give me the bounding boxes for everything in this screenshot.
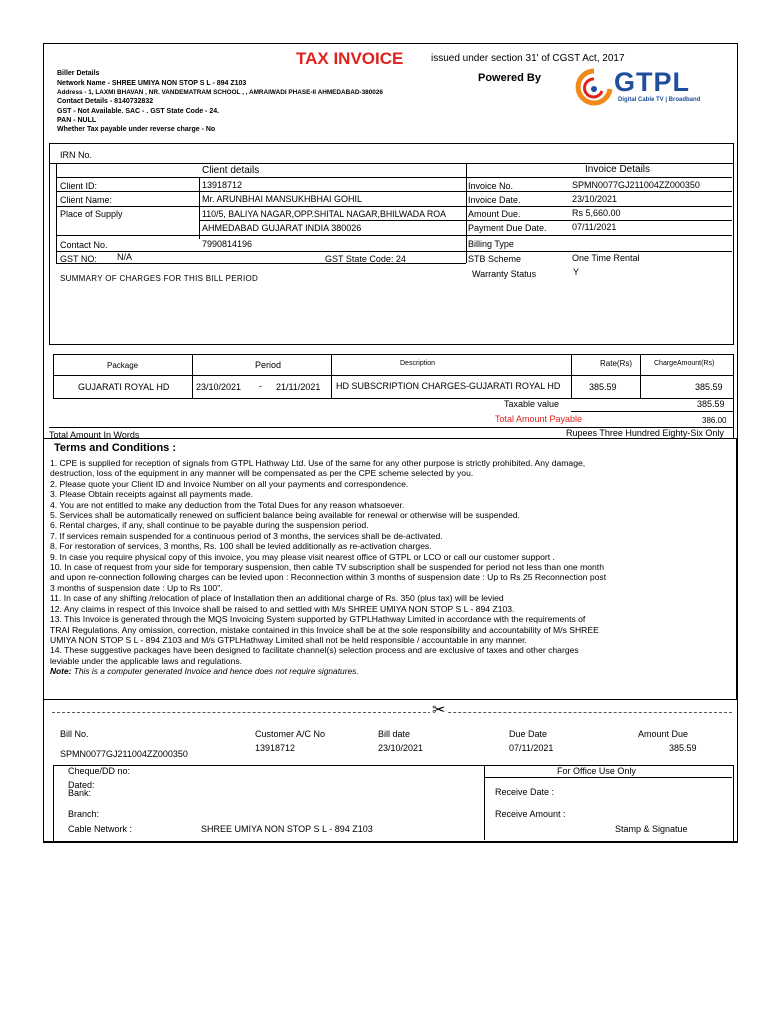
receive-date-label: Receive Date :	[495, 787, 555, 797]
due-date-value: 07/11/2021	[509, 743, 554, 753]
gtpl-logo-text: GTPL	[614, 67, 690, 97]
terms-line: UMIYA NON STOP S L - 894 Z103 and M/s GTPLHathway Limited shall not be held responsible / accountable in any manner.	[50, 634, 527, 645]
receive-amount-label: Receive Amount :	[495, 809, 566, 819]
biller-address: Address - 1, LAXMI BHAVAN , NR. VANDEMATRAM SCHOOL , , AMRAIWADI PHASE-II AHMEDABAD-380026	[57, 89, 383, 96]
row-rate: 385.59	[589, 382, 617, 392]
dated-label: Dated:	[68, 780, 95, 790]
branch-label: Branch:	[68, 809, 100, 819]
billing-type-label: Billing Type	[468, 239, 514, 249]
warranty-status-label: Warranty Status	[472, 269, 537, 279]
bill-date-value: 23/10/2021	[378, 743, 424, 753]
powered-by: Powered By	[478, 72, 541, 84]
amount-due-value: Rs 5,660.00	[572, 208, 621, 218]
bill-no-label: Bill No.	[60, 729, 89, 739]
invoice-no-value: SPMN0077GJ211004ZZ000350	[572, 180, 700, 190]
col-description: Description	[400, 360, 436, 367]
amount-due-slip-label: Amount Due	[638, 729, 689, 739]
biller-reverse-charge: Whether Tax payable under reverse charge - No	[57, 126, 216, 133]
taxable-value: 385.59	[697, 399, 725, 409]
terms-line: 2. Please quote your Client ID and Invoice Number on all your payments and correspondence.	[50, 478, 409, 489]
warranty-status-value: Y	[573, 267, 580, 277]
stb-scheme-value: One Time Rental	[572, 253, 640, 263]
terms-line: 1. CPE is supplied for reception of signals from GTPL Hathway Ltd. Use of the same for any other purpose is strictly prohibited. Any damage,	[50, 458, 586, 468]
contact-value: 7990814196	[202, 239, 253, 249]
terms-line: 13. This Invoice is generated through the MQS Invoicing System supported by GTPLHathway Limited in accordance with the requirements of	[50, 614, 586, 625]
payment-due-date-label: Payment Due Date.	[468, 223, 547, 233]
invoice-details-heading: Invoice Details	[585, 164, 651, 175]
taxable-label: Taxable value	[504, 399, 560, 409]
terms-list	[50, 458, 735, 677]
cable-network-value: SHREE UMIYA NON STOP S L - 894 Z103	[201, 824, 373, 834]
row-period-from: 23/10/2021	[196, 382, 242, 392]
cheque-label: Cheque/DD no:	[68, 766, 131, 776]
terms-line: 3. Please Obtain receipts against all payments made.	[50, 489, 254, 500]
terms-line: 14. These suggestive packages have been designed to facilitate channel(s) selection process and are exclusive of taxes and other charges	[50, 645, 579, 656]
gtpl-logo	[570, 67, 730, 107]
terms-line: 9. In case you require physical copy of this invoice, you may please visit nearest office of GTPL or LCO or call our customer support .	[50, 551, 555, 562]
total-payable-value: 386.00	[702, 416, 727, 425]
col-package: Package	[107, 361, 139, 370]
total-payable-label: Total Amount Payable	[495, 414, 583, 424]
amount-due-slip-value: 385.59	[669, 743, 697, 753]
bank-label: Bank:	[68, 788, 92, 798]
customer-ac-value: 13918712	[255, 743, 296, 753]
terms-line: 7. If services remain suspended for a continuous period of 3 months, the services shall be de-activated.	[50, 530, 443, 541]
terms-line: 5. Services shall be automatically renewed on sufficient balance being available for renewal or otherwise will be suspended.	[50, 510, 520, 521]
biller-pan: PAN - NULL	[57, 117, 97, 124]
terms-line: 8. For restoration of services, 3 months, Rs. 100 shall be levied additionally as re-activation charges.	[50, 541, 432, 552]
terms-line: destruction, loss of the equipment in any manner will be compensated as per the CPE scheme selected by you.	[50, 468, 474, 479]
place-of-supply-label: Place of Supply	[60, 209, 123, 219]
invoice-no-label: Invoice No.	[468, 181, 514, 191]
terms-line: 10. In case of request from your side for temporary suspension, then cable TV subscription shall be suspended for period not less than one month	[50, 562, 604, 573]
note-text: This is a computer generated Invoice and hence does not require signatures.	[71, 666, 359, 677]
amount-words-value: Rupees Three Hundred Eighty-Six Only	[566, 428, 724, 438]
place-of-supply-line1: 110/5, BALIYA NAGAR,OPP.SHITAL NAGAR,BHILWADA ROA	[202, 209, 446, 219]
note-label: Note:	[50, 666, 72, 677]
biller-heading: Biller Details	[57, 70, 100, 77]
row-amount: 385.59	[695, 382, 723, 392]
summary-label: SUMMARY OF CHARGES FOR THIS BILL PERIOD	[60, 274, 259, 283]
row-description: HD SUBSCRIPTION CHARGES-GUJARATI ROYAL HD	[336, 381, 561, 391]
client-name-value: Mr. ARUNBHAI MANSUKHBHAI GOHIL	[202, 194, 363, 204]
client-details-heading: Client details	[202, 165, 260, 176]
col-rate: Rate(Rs)	[600, 359, 633, 368]
customer-ac-label: Customer A/C No	[255, 729, 326, 739]
gst-no-label: GST NO:	[60, 254, 97, 264]
gst-state-code: GST State Code: 24	[325, 254, 406, 264]
tear-off-line	[52, 712, 732, 713]
stb-scheme-label: STB Scheme	[468, 254, 522, 264]
gtpl-tagline: Digital Cable TV | Broadband	[618, 97, 701, 103]
terms-line: and upon re-connection following charges can be levied upon : Reconnection within 3 months of suspension date : Up to Rs 25 Reconnection post	[50, 572, 607, 583]
row-period-dash: -	[259, 381, 262, 391]
payment-due-date-value: 07/11/2021	[572, 222, 617, 232]
due-date-label: Due Date	[509, 729, 548, 739]
contact-label: Contact No.	[60, 240, 108, 250]
bill-no-value: SPMN0077GJ211004ZZ000350	[60, 749, 188, 759]
client-id-value: 13918712	[202, 180, 243, 190]
client-name-label: Client Name:	[60, 195, 113, 205]
invoice-date-value: 23/10/2021	[572, 194, 618, 204]
invoice-date-label: Invoice Date.	[468, 195, 521, 205]
terms-line: 3 months of suspension date : Up to Rs 100".	[50, 582, 223, 593]
irn-label: IRN No.	[60, 150, 93, 160]
row-package: GUJARATI ROYAL HD	[78, 382, 170, 392]
terms-line: 6. Rental charges, if any, shall continue to be payable during the suspension period.	[50, 520, 369, 531]
terms-line: 11. In case of any shifting /relocation of place of Installation then an additional charge of Rs. 350 (plus tax) will be levied	[50, 593, 504, 604]
terms-note	[50, 666, 735, 676]
gtpl-swirl-icon	[570, 67, 618, 107]
biller-gst: GST - Not Available. SAC - . GST State Code - 24.	[57, 108, 220, 115]
client-id-label: Client ID:	[60, 181, 98, 191]
gst-no-value: N/A	[117, 252, 133, 262]
amount-words-label: Total Amount In Words	[49, 430, 140, 440]
terms-line: TRAI Regulations. Any omission, correction, mistake contained in this Invoice shall be at the sole responsibility and accountability of M/s SHREE	[50, 624, 599, 635]
cable-network-label: Cable Network :	[68, 824, 133, 834]
stamp-signature-label: Stamp & Signatue	[615, 824, 688, 834]
terms-heading: Terms and Conditions :	[54, 442, 177, 454]
office-use-label: For Office Use Only	[557, 766, 636, 776]
col-charge-amount: ChargeAmount(Rs)	[654, 360, 715, 367]
biller-network: Network Name - SHREE UMIYA NON STOP S L - 894 Z103	[57, 80, 247, 87]
col-period: Period	[255, 360, 282, 370]
place-of-supply-line2: AHMEDABAD GUJARAT INDIA 380026	[202, 223, 362, 233]
biller-contact: Contact Details - 8140732832	[57, 98, 154, 105]
scissors-icon: ✂	[432, 702, 446, 719]
terms-line: leviable under the applicable laws and regulations.	[50, 655, 243, 666]
section-note: issued under section 31' of CGST Act, 2017	[431, 53, 625, 64]
terms-line: 12. Any claims in respect of this Invoice shall be raised to and settled with M/s SHREE UMIYA NON STOP S L - 894 Z103.	[50, 603, 515, 614]
amount-due-label: Amount Due.	[468, 209, 521, 219]
bill-date-label: Bill date	[378, 729, 411, 739]
terms-line: 4. You are not entitled to make any deduction from the Total Dues for any reason whatsoever.	[50, 499, 405, 510]
row-period-to: 21/11/2021	[276, 382, 321, 392]
invoice-title: TAX INVOICE	[296, 49, 404, 68]
